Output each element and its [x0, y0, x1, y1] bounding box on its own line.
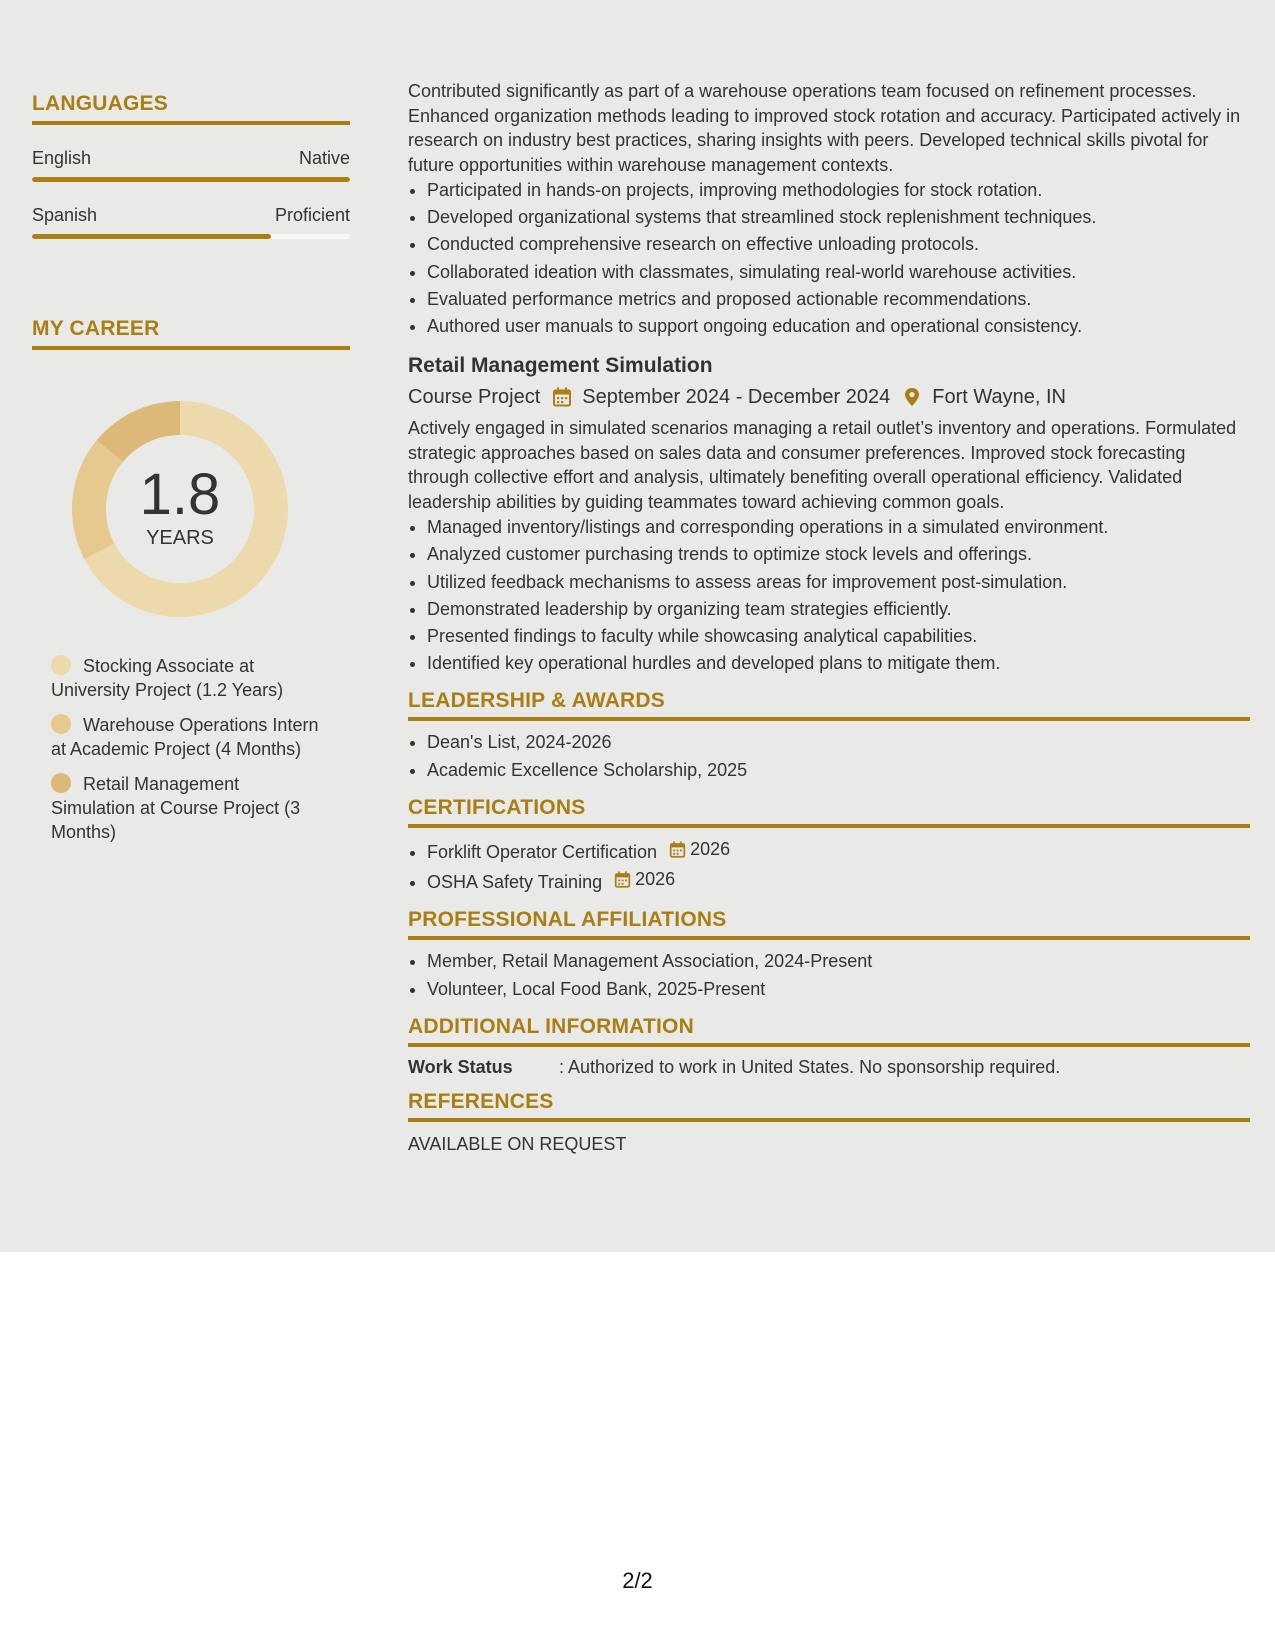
job-bullet: • Developed organizational systems that streamlined stock replenishment techniques.: [427, 204, 1250, 231]
job-title: Retail Management Simulation: [408, 354, 713, 378]
references-title: REFERENCES: [408, 1090, 1250, 1122]
certification-item: [427, 836, 1250, 866]
awards-section: [408, 689, 1250, 783]
job-bullet: • Presented findings to faculty while showcasing analytical capabilities.: [427, 623, 1250, 650]
career-legend-item: [51, 772, 326, 844]
job-meta: [408, 384, 1250, 410]
affiliations-section: [408, 908, 1250, 1002]
right-column: [408, 79, 1250, 1155]
certifications-title: CERTIFICATIONS: [408, 796, 1250, 828]
affiliation-item: • Member, Retail Management Association, 2024-Present: [427, 948, 1250, 975]
job-bullet: • Authored user manuals to support ongoing education and operational consistency.: [427, 313, 1250, 340]
certification-item: [427, 866, 1250, 896]
award-item: • Dean's List, 2024-2026: [427, 729, 1250, 756]
calendar-icon: [552, 387, 572, 407]
certification-year: 2026: [635, 869, 676, 890]
job-bullet: • Participated in hands-on projects, improving methodologies for stock rotation.: [427, 177, 1250, 204]
legend-dot: [51, 655, 71, 675]
awards-title: LEADERSHIP & AWARDS: [408, 689, 1250, 721]
career-legend-item: [51, 713, 326, 761]
career-total-unit: YEARS: [146, 526, 214, 549]
language-level-fill: [32, 177, 350, 182]
job-bullet: • Demonstrated leadership by organizing team strategies efficiently.: [427, 596, 1250, 623]
additional-info-title: ADDITIONAL INFORMATION: [408, 1015, 1250, 1047]
career-legend-item: [51, 654, 326, 702]
affiliations-title: PROFESSIONAL AFFILIATIONS: [408, 908, 1250, 940]
job-bullet: • Identified key operational hurdles and developed plans to mitigate them.: [427, 650, 1250, 677]
work-status-value: : Authorized to work in United States. No sponsorship required.: [559, 1056, 1061, 1077]
references-section: [408, 1090, 1250, 1155]
job-location: Fort Wayne, IN: [932, 386, 1066, 409]
certification-year: 2026: [690, 838, 731, 859]
calendar-icon: [669, 841, 686, 858]
work-status-label: Work Status: [408, 1056, 513, 1077]
award-item: • Academic Excellence Scholarship, 2025: [427, 757, 1250, 784]
language-level-fill: [32, 234, 271, 239]
job-summary: Contributed significantly as part of a warehouse operations team focused on refinement processes. Enhanced organization methods leading to improved stock rotation and accuracy. Participated actively in research on industry best practices, sharing insights with peers. Developed technical skills pivotal for future opportunities within warehouse management contexts.: [408, 81, 1241, 175]
job-bullet: • Conducted comprehensive research on effective unloading protocols.: [427, 231, 1250, 258]
left-column: [32, 92, 350, 855]
language-level: Proficient: [274, 205, 350, 225]
job-bullet-list: [408, 514, 1250, 677]
job-dates: September 2024 - December 2024: [582, 386, 891, 409]
job-bullet: • Managed inventory/listings and corresponding operations in a simulated environment.: [427, 514, 1250, 541]
job-bullet: • Analyzed customer purchasing trends to optimize stock levels and offerings.: [427, 541, 1250, 568]
job-organization: Course Project: [408, 386, 541, 409]
career-title: MY CAREER: [32, 317, 350, 350]
job-bullet-list: [408, 177, 1250, 340]
legend-label: Retail Management Simulation at Course Project (3 Months): [51, 774, 301, 842]
certification-name: Forklift Operator Certification: [427, 841, 658, 862]
legend-dot: [51, 714, 71, 734]
legend-label: Warehouse Operations Intern at Academic Project (4 Months): [51, 715, 319, 759]
career-legend: [51, 654, 326, 844]
job-bullet: • Collaborated ideation with classmates, simulating real-world warehouse activities.: [427, 259, 1250, 286]
additional-info-section: [408, 1015, 1250, 1078]
job-bullet: • Evaluated performance metrics and proposed actionable recommendations.: [427, 286, 1250, 313]
map-pin-icon: [902, 387, 922, 407]
references-text: AVAILABLE ON REQUEST: [408, 1133, 627, 1154]
career-total-value: 1.8: [139, 461, 221, 527]
language-name: Spanish: [32, 205, 98, 225]
language-item: [32, 205, 350, 239]
certification-name: OSHA Safety Training: [427, 872, 603, 893]
language-level: Native: [298, 148, 350, 168]
language-level-bar: [32, 234, 350, 239]
certifications-section: [408, 796, 1250, 897]
calendar-icon: [614, 871, 631, 888]
language-item: [32, 148, 350, 182]
languages-title: LANGUAGES: [32, 92, 350, 125]
job-summary: Actively engaged in simulated scenarios managing a retail outlet’s inventory and operations. Formulated strategic approaches based on sales data and consumer preferences. Improved stock forecasting through collective effort and analysis, ultimately benefiting overall operational efficiency. Validated leadership abilities by guiding teammates toward achieving common goals.: [408, 418, 1237, 512]
legend-label: Stocking Associate at University Project (1.2 Years): [51, 656, 284, 700]
legend-dot: [51, 773, 71, 793]
affiliation-item: • Volunteer, Local Food Bank, 2025-Present: [427, 976, 1250, 1003]
job-bullet: • Utilized feedback mechanisms to assess areas for improvement post-simulation.: [427, 569, 1250, 596]
language-name: English: [32, 148, 92, 168]
career-donut-chart: [65, 394, 295, 624]
language-level-bar: [32, 177, 350, 182]
page-number: 2/2: [622, 1568, 653, 1593]
